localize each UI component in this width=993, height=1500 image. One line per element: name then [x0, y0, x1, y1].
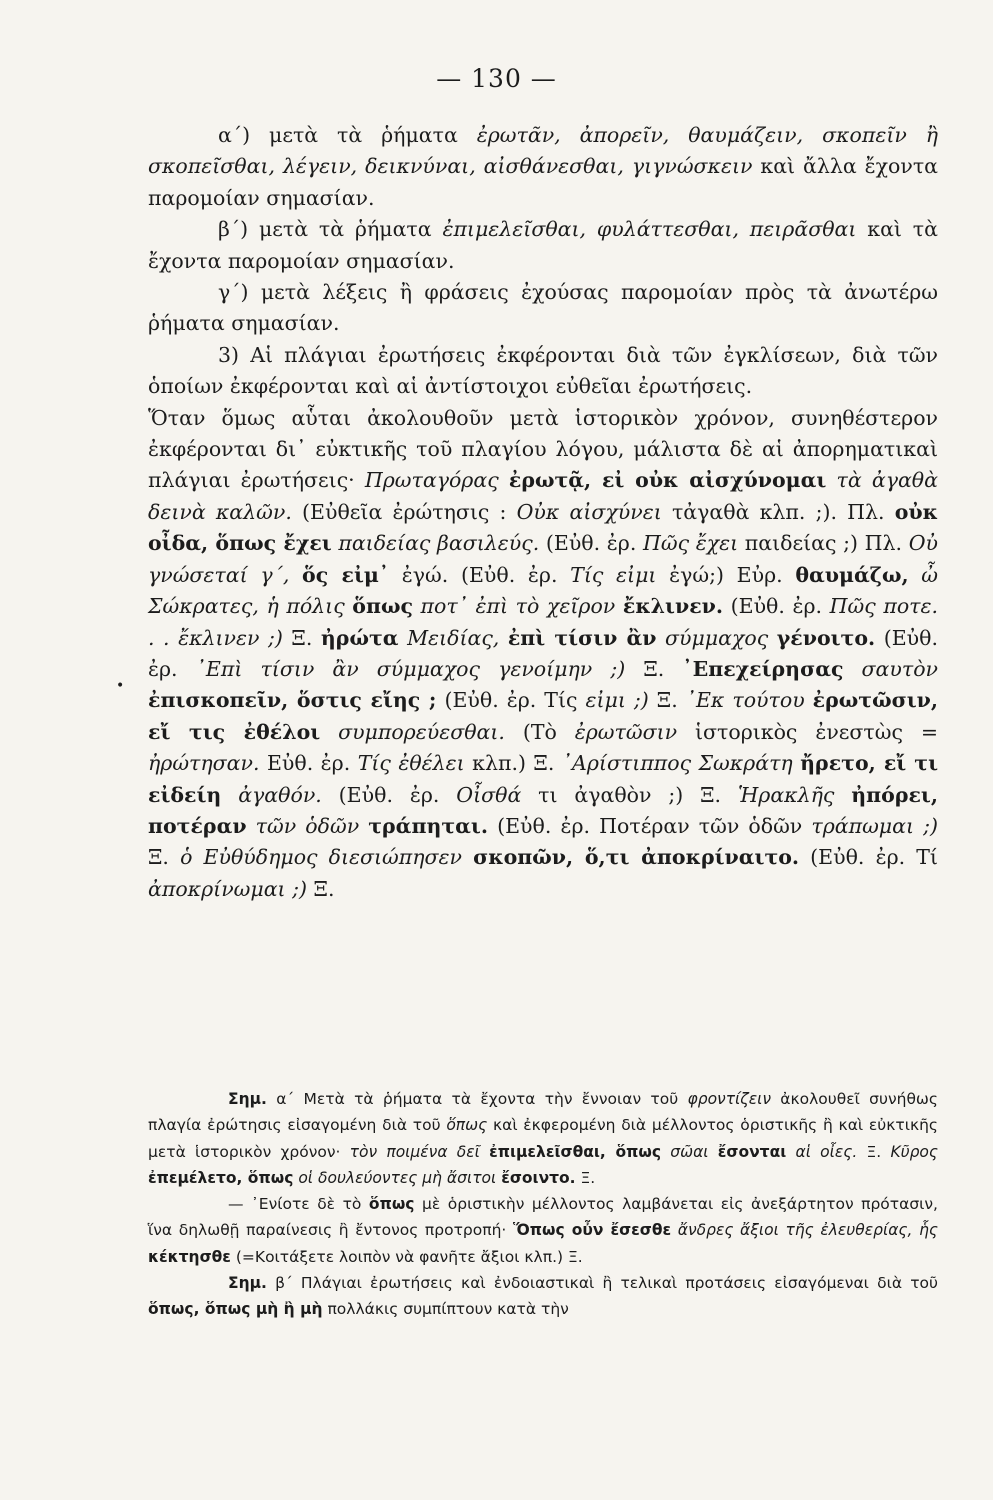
bold-run: ὅς εἰμ᾿ [302, 562, 390, 587]
text-run: καὶ τὰ ἔχοντα παρομοίαν σημασίαν. [148, 217, 938, 273]
italic-run: παιδείας βασιλεύς. [331, 531, 540, 556]
italic-run: Τίς ἐθέλει [357, 751, 465, 776]
note-paragraph [148, 1270, 938, 1323]
italic-run: ὦ Σώκρατες, ἡ πόλις [148, 562, 939, 619]
bold-run: ὅπως [368, 1195, 415, 1214]
italic-run: Κῦρος [890, 1142, 939, 1161]
paragraph [148, 340, 938, 403]
footnotes [148, 1086, 938, 1323]
bold-run: ἐρωτᾷ, εἰ οὐκ αἰσχύνομαι [508, 468, 827, 493]
text-run: Ξ. [282, 625, 321, 650]
margin-mark: • [116, 678, 125, 694]
bold-run: κέκτησθε [148, 1247, 231, 1266]
text-run: β΄ Πλάγιαι ἐρωτήσεις καὶ ἐνδοιαστικαὶ ἢ τελικαὶ προτάσεις εἰσαγόμεναι διὰ τοῦ [266, 1274, 938, 1293]
italic-run: σαυτὸν [843, 656, 938, 681]
text-run: Ξ. [857, 1142, 891, 1161]
text-run: α΄) μετὰ τὰ ῥήματα [218, 123, 477, 147]
bold-run: ἐπεμέλετο, ὅπως [148, 1168, 294, 1187]
bold-run: ἔσονται [717, 1142, 787, 1161]
text-run: ἐγώ. (Εὐθ. ἐρ. [389, 562, 571, 587]
bold-run: ἐπιμελεῖσθαι, ὅπως [489, 1142, 662, 1161]
paragraph [148, 120, 938, 214]
bold-run: Ὅπως οὖν ἔσεσθε [512, 1221, 672, 1240]
bold-run: ἔσοιντο. [501, 1168, 576, 1187]
italic-run: Τίς εἰμι [570, 562, 657, 587]
italic-run: τὰ ἀγαθὰ δεινὰ καλῶν. [148, 468, 938, 524]
bold-run: ἔκλινεν. [622, 594, 724, 619]
italic-run: ᾿Επὶ τίσιν ἂν σύμμαχος γενοίμην ;) [195, 656, 626, 681]
text-run: (Εὐθ. ἐρ. [148, 625, 938, 681]
text-run: α΄ Μετὰ τὰ ῥήματα τὰ ἔχοντα τὴν ἔννοιαν τοῦ [266, 1090, 688, 1108]
italic-run: συμπορεύεσθαι. [320, 719, 505, 744]
note-label: Σημ. [228, 1274, 267, 1293]
body-text [148, 120, 938, 905]
italic-run: ᾿Εκ τούτου [685, 688, 813, 713]
paragraph [148, 277, 938, 340]
text-run: (Εὐθ. ἐρ. Τίς [436, 688, 586, 713]
italic-run: Πῶς ποτε. . . ἔκλινεν ;) [148, 594, 939, 650]
bold-run: ἐπὶ τίσιν ἂν [507, 625, 657, 650]
text-run: Εὐθ. ἐρ. [259, 751, 358, 776]
bold-run: οὐκ οἶδα, ὅπως ἔχει [148, 499, 938, 556]
text-run: παιδείας ;) Πλ. [738, 531, 909, 556]
italic-run: τὸν ποιμένα δεῖ [349, 1142, 490, 1161]
italic-run: Οἶσθά [456, 782, 522, 807]
text-run: (Εὐθ. ἐρ. [321, 782, 457, 807]
note-label: Σημ. [228, 1090, 267, 1108]
text-run: ἐγώ;) Εὐρ. [656, 562, 796, 587]
bold-run: ἐρωτῶσιν, εἴ τις ἐθέλοι [148, 688, 938, 744]
italic-run: ἐρωτᾶν, ἀπορεῖν, θαυμάζειν, σκοπεῖν ἢ σκοπεῖσθαι, λέγειν, δεικνύναι, αἰσθάνεσθαι, γιγνώσκειν [148, 123, 939, 179]
bold-run: ὅπως [352, 594, 413, 619]
bold-run: ἠρώτα [320, 625, 399, 650]
italic-run: ἐρωτῶσιν [574, 719, 678, 744]
italic-run: Οὐ γνώσεταί γ΄, [148, 531, 938, 587]
text-run: Ξ. [625, 656, 683, 681]
italic-run: ἐπιμελεῖσθαι, φυλάττεσθαι, πειρᾶσθαι [442, 217, 857, 242]
text-run: (Εὐθ. ἐρ. [539, 531, 643, 556]
italic-run: Ἡρακλῆς [737, 782, 852, 807]
text-run: — ᾿Ενίοτε δὲ τὸ [228, 1195, 369, 1214]
italic-run: ἠρώτησαν. [148, 751, 260, 776]
paragraph [148, 214, 938, 277]
text-run: τἀγαθὰ κλπ. ;). Πλ. [661, 499, 895, 524]
italic-run: Μειδίας, [398, 625, 508, 650]
italic-run: ᾿Αρίστιππος Σωκράτη [561, 751, 801, 776]
italic-run: Πῶς ἔχει [642, 531, 739, 556]
italic-run: ἄνδρες ἄξιοι τῆς ἐλευθερίας, ἧς [671, 1221, 938, 1240]
paragraph-examples [148, 403, 938, 906]
text-run: κλπ.) Ξ. [464, 751, 562, 776]
bold-run: ἐπισκοπεῖν, ὅστις εἴης ; [148, 688, 437, 713]
text-run: (Εὐθ. ἐρ. Ποτέραν τῶν ὁδῶν [488, 813, 812, 838]
bold-run: ᾿Επεχείρησας [682, 656, 844, 681]
bold-run: τράπηται. [368, 813, 488, 838]
text-run: 3) Αἱ πλάγιαι ἐρωτήσεις ἐκφέρονται διὰ τῶν ἐγκλίσεων, διὰ τῶν ὁποίων ἐκφέρονται καὶ αἱ ἀντίστοιχοι εὐθεῖαι ἐρωτήσεις. [148, 342, 938, 399]
italic-run: Οὐκ αἰσχύνει [516, 499, 662, 524]
bold-run: ἤρετο, εἴ τι εἰδείη [148, 751, 938, 807]
italic-run: ὁ Εὐθύδημος διεσιώπησεν [180, 845, 474, 870]
italic-run: αἱ οἶες. [786, 1142, 858, 1161]
italic-run: εἰμι ;) [585, 688, 649, 713]
text-run: πολλάκις συμπίπτουν κατὰ τὴν [322, 1300, 569, 1319]
bold-run: ὅπως, ὅπως μὴ ἢ μὴ [148, 1300, 323, 1319]
italic-run: τῶν ὁδῶν [246, 813, 369, 838]
text-run: Ξ. [575, 1168, 596, 1187]
italic-run: τράπωμαι ;) [811, 813, 938, 838]
text-run: καὶ ἄλλα ἔχοντα παρομοίαν σημασίαν. [148, 154, 939, 210]
note-paragraph [148, 1086, 938, 1191]
text-run: β΄) μετὰ τὰ ῥήματα [218, 217, 443, 242]
bold-run: γένοιτο. [776, 625, 876, 650]
text-run: ἀκολουθεῖ συνήθως πλαγία ἐρώτησις εἰσαγομένη διὰ τοῦ [148, 1090, 938, 1135]
text-run: τι ἀγαθὸν ;) Ξ. [521, 782, 738, 807]
text-run: (Εὐθ. ἐρ. Τί [799, 845, 938, 870]
italic-run: ἀποκρίνωμαι ;) [148, 876, 307, 901]
text-run: γ΄) μετὰ λέξεις ἢ φράσεις ἐχούσας παρομοίαν πρὸς τὰ ἀνωτέρω ῥήματα σημασίαν. [148, 280, 938, 336]
note-paragraph [148, 1191, 938, 1270]
text-run: καὶ ἐκφερομένη διὰ μέλλοντος ὁριστικῆς ἢ καὶ εὐκτικῆς μετὰ ἱστορικὸν χρόνον· [148, 1116, 939, 1161]
text-run: (Τὸ [504, 719, 575, 744]
text-run: Ὅταν ὅμως αὗται ἀκολουθοῦν μετὰ ἱστορικὸν χρόνον, συνηθέστερον ἐκφέρονται δι᾿ εὐκτικῆς τοῦ πλαγίου λόγου, μάλιστα δὲ αἱ ἀπορηματικαὶ πλάγιαι ἐρωτήσεις· [148, 405, 938, 493]
text-run: (Εὐθ. ἐρ. [723, 594, 830, 619]
bold-run: σκοπῶν, ὅ,τι ἀποκρίναιτο. [473, 845, 800, 870]
text-run: (=Κοιτάξετε λοιπὸν νὰ φανῆτε ἄξιοι κλπ.) Ξ. [230, 1247, 583, 1266]
text-run: (Εὐθεῖα ἐρώτησις : [291, 499, 517, 524]
italic-run: ἀγαθόν. [221, 782, 322, 807]
text-run: Ξ. [148, 845, 181, 870]
italic-run: σύμμαχος [656, 625, 777, 650]
italic-run: σῶαι [661, 1142, 718, 1161]
bold-run: θαυμάζω, [795, 562, 909, 587]
text-run: μὲ ὁριστικὴν μέλλοντος λαμβάνεται εἰς ἀνεξάρτητον πρότασιν, ἵνα δηλωθῇ παραίνεσις ἢ ἔντονος προτροπή· [148, 1195, 938, 1240]
italic-run: ποτ᾿ ἐπὶ τὸ χεῖρον [412, 594, 623, 619]
italic-run: φροντίζειν [687, 1090, 771, 1108]
page-number: — 130 — [436, 64, 557, 93]
text-run: Ξ. [648, 688, 686, 713]
italic-run: Πρωταγόρας [364, 468, 509, 493]
text-run: ἱστορικὸς ἐνεστὼς = [677, 719, 939, 744]
text-run: Ξ. [307, 876, 335, 901]
italic-run: ὅπως [446, 1116, 488, 1135]
italic-run: οἱ δουλεύοντες μὴ ἄσιτοι [293, 1168, 502, 1187]
bold-run: ἠπόρει, ποτέραν [148, 782, 938, 838]
